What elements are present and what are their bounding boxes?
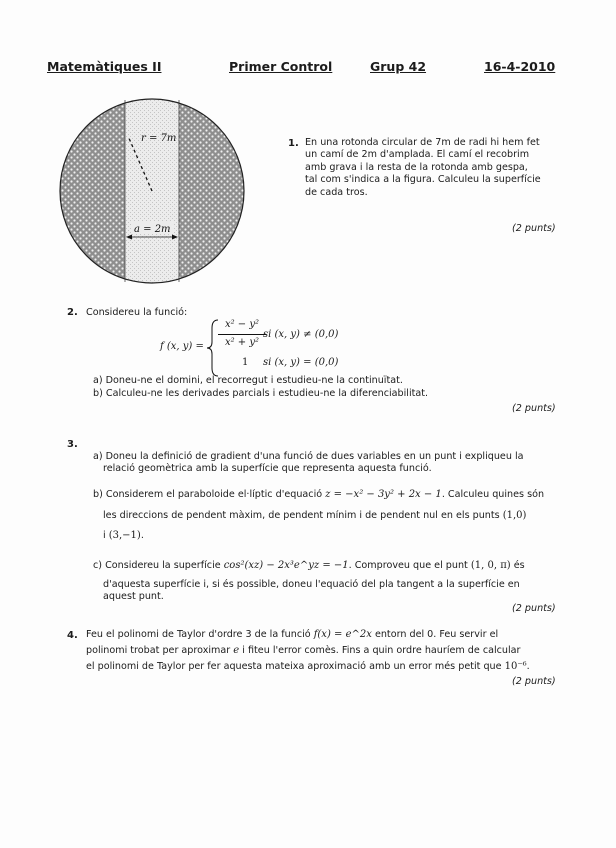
q3b-equation: z = −x² − 3y² + 2x − 1 bbox=[325, 489, 442, 500]
q3-part-b-line3 bbox=[103, 530, 144, 542]
q1-points: (2 punts) bbox=[512, 223, 556, 234]
q1-line: un camí de 2m d'amplada. El camí el recobrim bbox=[305, 149, 530, 161]
q4-e-symbol: e bbox=[233, 645, 240, 656]
q3c-equation: cos²(xz) − 2x³e^yz = −1 bbox=[223, 560, 349, 571]
q3c-text: és bbox=[513, 560, 525, 571]
roundabout-figure bbox=[58, 96, 246, 286]
q2-intro: Considereu la funció: bbox=[86, 307, 188, 318]
q2-denominator: x² + y² bbox=[224, 337, 260, 348]
q3-part-a-line: relació geomètrica amb la superfície que representa aquesta funció. bbox=[103, 463, 432, 475]
q4-text: Feu el polinomi de Taylor d'ordre 3 de la funció bbox=[86, 629, 311, 640]
q2-points: (2 punts) bbox=[512, 403, 556, 414]
q4-line2 bbox=[86, 645, 520, 657]
q1-line: amb grava i la resta de la rotonda amb gespa, bbox=[305, 161, 528, 173]
q3c-line: aquest punt. bbox=[103, 591, 164, 603]
q1-line: de cada tros. bbox=[305, 186, 368, 198]
q2-part-a: a) Doneu-ne el domini, el recorregut i estudieu-ne la continuïtat. bbox=[93, 375, 403, 386]
q3b-text: . bbox=[140, 530, 144, 541]
q3-part-a bbox=[93, 451, 563, 476]
q2-part-b: b) Calculeu-ne les derivades parcials i estudieu-ne la diferenciabilitat. bbox=[93, 388, 429, 399]
q3-part-c-rest bbox=[103, 579, 563, 604]
q2-case2-value: 1 bbox=[242, 357, 249, 368]
q4-text: polinomi trobat per aproximar bbox=[86, 645, 231, 656]
q4-line1 bbox=[86, 629, 498, 641]
q4-text: entorn del 0. Feu servir el bbox=[374, 629, 499, 640]
q3c-point: (1, 0, π) bbox=[470, 560, 511, 571]
q4-text: i fiteu l'error comès. Fins a quin ordre hauríem de calcular bbox=[242, 645, 521, 656]
q2-numerator: x² − y² bbox=[224, 319, 260, 330]
exam-title: Primer Control bbox=[229, 59, 333, 74]
q3b-point2: (3,−1) bbox=[108, 530, 141, 541]
q3b-text: . Calculeu quines són bbox=[441, 489, 545, 500]
q3b-text: i bbox=[103, 530, 106, 541]
q3c-text: . Comproveu que el punt bbox=[348, 560, 468, 571]
q3b-text: les direccions de pendent màxim, de pendent mínim i de pendent nul en els punts bbox=[103, 510, 500, 521]
q2-number: 2. bbox=[67, 307, 78, 318]
q3-part-b-line2 bbox=[103, 510, 526, 522]
q2-function-lhs: f (x, y) = bbox=[160, 341, 204, 352]
q4-line3 bbox=[86, 661, 530, 673]
course-title: Matemàtiques II bbox=[47, 59, 162, 74]
q3b-point1: (1,0) bbox=[502, 510, 527, 521]
q4-text: . bbox=[526, 661, 530, 672]
q4-text: el polinomi de Taylor per fer aquesta mateixa aproximació amb un error més petit que bbox=[86, 661, 502, 672]
q2-case1-cond: si (x, y) ≠ (0,0) bbox=[263, 329, 339, 340]
q3-points: (2 punts) bbox=[512, 603, 556, 614]
q3-part-b bbox=[93, 489, 563, 501]
q4-points: (2 punts) bbox=[512, 676, 556, 687]
q4-tolerance: 10⁻⁶ bbox=[504, 661, 527, 672]
radius-label: r = 7m bbox=[141, 133, 177, 144]
q3b-text: b) Considerem el paraboloide el·líptic d'equació bbox=[93, 489, 323, 500]
q4-number: 4. bbox=[67, 630, 78, 641]
q1-number: 1. bbox=[288, 138, 299, 149]
q1-line: tal com s'indica a la figura. Calculeu la superfície bbox=[305, 174, 541, 186]
exam-date: 16-4-2010 bbox=[484, 59, 556, 74]
q3c-text: c) Considereu la superfície bbox=[93, 560, 221, 571]
fraction-bar bbox=[218, 334, 266, 335]
width-label: a = 2m bbox=[134, 224, 171, 235]
q3-part-c bbox=[93, 560, 525, 572]
group-label: Grup 42 bbox=[370, 59, 427, 74]
q2-case2-cond: si (x, y) = (0,0) bbox=[263, 357, 339, 368]
q1-line: En una rotonda circular de 7m de radi hi hem fet bbox=[305, 137, 540, 148]
q4-function: f(x) = e^2x bbox=[313, 629, 372, 640]
q3-part-a-line: a) Doneu la definició de gradient d'una funció de dues variables en un punt i expliqueu la bbox=[93, 451, 524, 462]
q3-number: 3. bbox=[67, 439, 78, 450]
q3c-line: d'aquesta superfície i, si és possible, doneu l'equació del pla tangent a la superfície en bbox=[103, 579, 520, 590]
q1-text bbox=[305, 137, 560, 199]
